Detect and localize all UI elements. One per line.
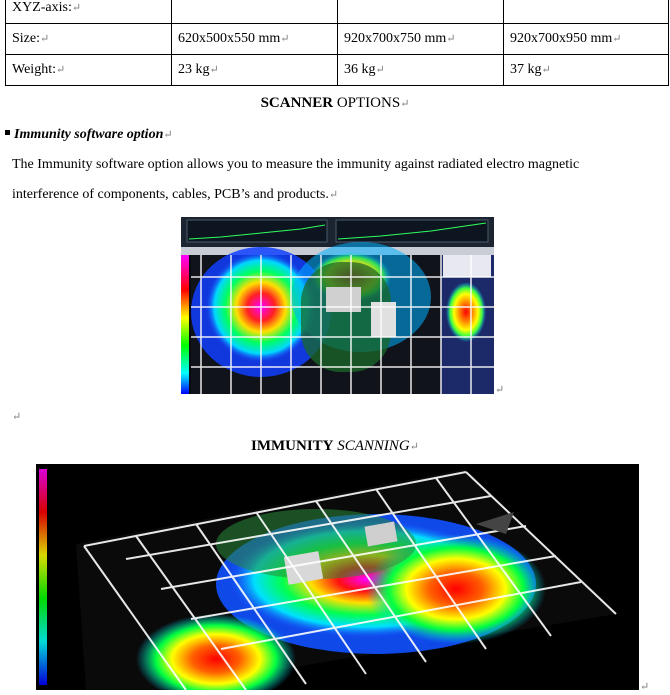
paragraph-mark: ↵ bbox=[495, 384, 505, 396]
table-cell bbox=[172, 0, 338, 24]
option-title: Immunity software option↵ bbox=[5, 127, 173, 143]
table-cell: 36 kg↵ bbox=[338, 55, 504, 86]
section-heading-immunity-scanning: IMMUNITY SCANNING↵ bbox=[251, 438, 419, 454]
specs-table bbox=[5, 0, 669, 86]
table-row-size bbox=[6, 24, 669, 55]
table-cell-label: Weight:↵ bbox=[6, 55, 172, 86]
table-row-xyz bbox=[6, 0, 669, 24]
table-row-weight bbox=[6, 55, 669, 86]
paragraph-mark: ↵ bbox=[640, 681, 650, 693]
table-cell-label: Size:↵ bbox=[6, 24, 172, 55]
bullet-icon bbox=[5, 130, 10, 135]
immunity-scanning-image bbox=[36, 464, 639, 690]
immunity-software-screenshot bbox=[181, 217, 494, 394]
option-description: The Immunity software option allows you to measure the immunity against radiated electro magnetic interference of components, cables, PCB’s and products.↵ bbox=[12, 157, 580, 202]
table-cell: 920x700x950 mm↵ bbox=[504, 24, 669, 55]
table-cell bbox=[338, 0, 504, 24]
table-cell: 37 kg↵ bbox=[504, 55, 669, 86]
table-cell-label: XYZ-axis:↵ bbox=[6, 0, 172, 24]
table-cell bbox=[504, 0, 669, 24]
table-cell: 920x700x750 mm↵ bbox=[338, 24, 504, 55]
section-heading-scanner-options: SCANNER OPTIONS↵ bbox=[260, 95, 410, 111]
table-cell: 620x500x550 mm↵ bbox=[172, 24, 338, 55]
paragraph-mark: ↵ bbox=[12, 411, 22, 423]
table-cell: 23 kg↵ bbox=[172, 55, 338, 86]
